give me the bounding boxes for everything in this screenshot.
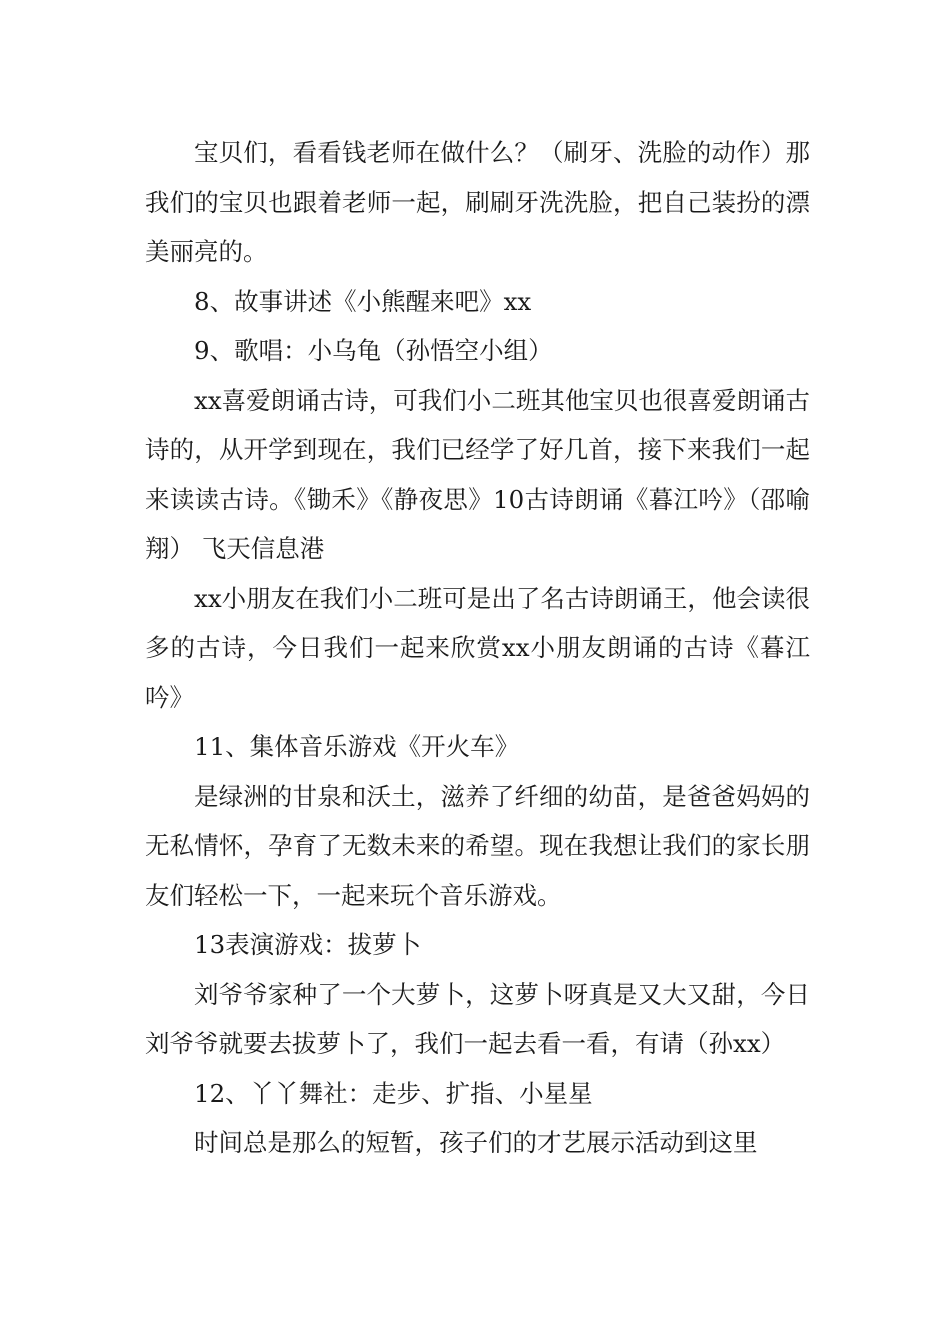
paragraph-poem-intro: xx喜爱朗诵古诗，可我们小二班其他宝贝也很喜爱朗诵古诗的，从开学到现在，我们已经学了好几首，接下来我们一起来读读古诗。《锄禾》《静夜思》10古诗朗诵《暮江吟》（邵喻翔） 飞天信息港 (145, 385, 810, 563)
paragraph-closing: 时间总是那么的短暂，孩子们的才艺展示活动到这里 (194, 1128, 758, 1157)
paragraph-music-game: 是绿洲的甘泉和沃土，滋养了纤细的幼苗，是爸爸妈妈的无私情怀，孕育了无数未来的希望。现在我想让我们的家长朋友们轻松一下，一起来玩个音乐游戏。 (145, 781, 810, 910)
paragraph-poem-king: xx小朋友在我们小二班可是出了名古诗朗诵王，他会读很多的古诗，今日我们一起来欣赏xx小朋友朗诵的古诗《暮江吟》 (145, 583, 810, 712)
paragraph-radish: 刘爷爷家种了一个大萝卜，这萝卜呀真是又大又甜，今日刘爷爷就要去拔萝卜了，我们一起去看一看，有请（孙xx） (145, 979, 810, 1058)
program-item-11: 11、集体音乐游戏《开火车》 (194, 732, 520, 761)
document-body (145, 128, 810, 1168)
program-item-9: 9、歌唱：小乌龟（孙悟空小组） (194, 336, 553, 365)
program-item-12: 12、丫丫舞社：走步、扩指、小星星 (194, 1078, 593, 1108)
paragraph-intro-morning: 宝贝们，看看钱老师在做什么？（刷牙、洗脸的动作）那我们的宝贝也跟着老师一起，刷刷牙洗洗脸，把自己装扮的漂美丽亮的。 (145, 138, 810, 266)
program-item-8: 8、故事讲述《小熊醒来吧》xx (194, 286, 532, 316)
program-item-13: 13表演游戏：拔萝卜 (194, 930, 422, 959)
